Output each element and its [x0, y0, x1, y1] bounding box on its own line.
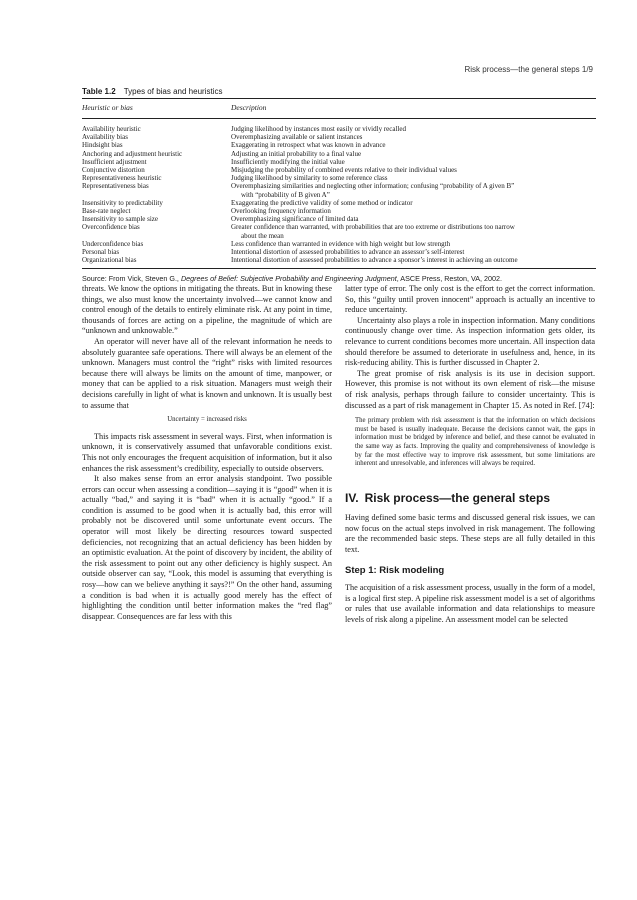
table-cell-term: Overconfidence bias: [82, 223, 140, 232]
description-line: Exaggerating in retrospect what was known in advance: [231, 141, 386, 150]
left-paragraph-4: It also makes sense from an error analysis standpoint. Two possible errors can occur when assessing a condition—saying it is “good” when it is actually “bad,” and saying it is “bad” when it is actually “good.” If a condition is assumed to be good when it is actually bad, this error will probably not be discovered until some unfortunate event occurs. The operator will most likely be directing resources toward suspected deficiencies, not recognizing that an actual deficiency has been hidden by an optimistic evaluation. At the point of discovery by incident, the ability of the risk assessment to point out any other deficiency is highly suspect. An outside observer can say, “Look, this model is assuming that everything is rosy—how can we believe anything it says?!” On the other hand, assuming a condition is bad when it is actually good merely has the effect of highlighting the condition until better information makes the “red flag” disappear. Consequences are far less with this: [82, 474, 332, 621]
description-line: Exaggerating the predictive validity of some method or indicator: [231, 198, 413, 207]
table-cell-term: Representativeness heuristic: [82, 174, 162, 183]
section-title: Risk process—the general steps: [364, 490, 550, 505]
table-cell-description: [231, 240, 591, 248]
table-source-title: Degrees of Belief: Subjective Probability and Engineering Judgment: [180, 274, 397, 283]
table-row: [82, 174, 596, 182]
table-cell-description: [231, 158, 591, 166]
right-paragraph-5: The acquisition of a risk assessment process, usually in the form of a model, is a logical first step. A pipeline risk assessment model is a set of algorithms or rules that use available information and data relationships to measure levels of risk along a pipeline. An assessment model can be selected: [345, 583, 595, 625]
table-cell-description: [231, 125, 591, 133]
table-row: [82, 182, 596, 198]
right-paragraph-1: latter type of error. The only cost is the effort to get the correct information. So, this “guilty until proven innocent” approach is actually an incentive to reduce uncertainty.: [345, 284, 595, 315]
left-paragraph-1: threats. We know the options in mitigating the threats. But in knowing these things, we also must know the uncertainty involved—we cannot know and control enough of the details to entirely eliminate risk. At any point in time, thousands of forces are acting on a pipeline, the magnitude of which are “unknown and unknowable.”: [82, 284, 332, 336]
table-cell-term: Hindsight bias: [82, 141, 123, 150]
table-top-rule: [82, 98, 596, 99]
table-cell-description: [231, 215, 591, 223]
table-cell-term: Insensitivity to predictability: [82, 198, 163, 207]
table-body: [82, 125, 596, 264]
right-column: [345, 284, 595, 626]
table-label: Table 1.2: [82, 87, 116, 96]
table-title: Types of bias and heuristics: [123, 87, 223, 96]
uncertainty-equation: Uncertainty = increased risks: [167, 416, 247, 424]
right-paragraph-2: Uncertainty also plays a role in inspection information. Many conditions continuously change over time. As inspection information gets older, its relevance to current conditions becomes more uncertain. All inspection data should therefore be assumed to deteriorate in usefulness and, hence, in its risk-reducing ability. This is further discussed in Chapter 2.: [345, 315, 595, 368]
running-head: Risk process—the general steps 1/9: [464, 65, 593, 74]
table-row: [82, 141, 596, 149]
table-cell-term: Anchoring and adjustment heuristic: [82, 149, 183, 158]
description-line: Judging likelihood by similarity to some reference class: [231, 174, 388, 183]
table-cell-description: [231, 248, 591, 256]
description-line: Intentional distortion of assessed probabilities to advance a sponsor’s interest in achieving an outcome: [231, 256, 518, 265]
table-cell-description: [231, 182, 591, 198]
right-paragraph-4: Having defined some basic terms and discussed general risk issues, we can now focus on the actual steps involved in risk management. The following are the recommended basic steps. These steps are all fully detailed in this text.: [345, 513, 595, 555]
table-header-col2: Description: [231, 103, 267, 112]
table-cell-term: Availability heuristic: [82, 125, 141, 133]
table-row: [82, 215, 596, 223]
table-cell-description: [231, 207, 591, 215]
left-paragraph-3: This impacts risk assessment in several ways. First, when information is unknown, it is conservatively assumed that unfavorable conditions exist. This not only encourages the frequent acquisition of information, but it also enhances the risk assessment’s credibility, especially to outside observers.: [82, 431, 332, 473]
section-number: IV.: [345, 490, 359, 505]
description-line: Overemphasizing available or salient instances: [231, 133, 363, 142]
step-heading: Step 1: Risk modeling: [345, 564, 445, 576]
table-row: [82, 248, 596, 256]
table-cell-description: [231, 223, 591, 239]
description-line: Judging likelihood by instances most easily or vividly recalled: [231, 125, 406, 133]
table-cell-description: [231, 150, 591, 158]
block-quote: The primary problem with risk assessment is that the information on which decisions must be based is usually inadequate. Because the decisions cannot wait, the gaps in information must be bridged by inference and belief, and these cannot be evaluated in the same way as facts. Improving the quality and comprehensiveness of knowledge is by far the most effective way to improve risk assessment, but some limitations are inherent and unresolvable, and inferences will always be required.: [355, 417, 595, 468]
table-cell-description: [231, 141, 591, 149]
table-row: [82, 166, 596, 174]
table-cell-term: Insensitivity to sample size: [82, 215, 159, 224]
description-line: Overemphasizing similarities and neglecting other information; confusing “probability of A given B”: [231, 182, 515, 191]
table-cell-term: Representativeness bias: [82, 182, 149, 191]
table-cell-term: Conjunctive distortion: [82, 166, 145, 175]
table-cell-description: [231, 199, 591, 207]
left-column: [82, 284, 332, 622]
table-row: [82, 125, 596, 133]
table-row: [82, 199, 596, 207]
section-heading: [345, 490, 595, 505]
table-source-prefix: Source: From Vick, Steven G.,: [82, 274, 181, 283]
table-cell-term: Organizational bias: [82, 256, 137, 265]
table-cell-term: Availability bias: [82, 133, 128, 142]
table-cell-term: Insufficient adjustment: [82, 157, 147, 166]
table-row: [82, 223, 596, 239]
table-caption: [82, 87, 222, 96]
table-source: [82, 274, 596, 283]
table-cell-term: Personal bias: [82, 248, 120, 257]
table-cell-term: Underconfidence bias: [82, 239, 144, 248]
description-line: with “probability of B given A”: [241, 190, 330, 199]
table-cell-description: [231, 166, 591, 174]
table-row: [82, 133, 596, 141]
table-cell-description: [231, 133, 591, 141]
description-line: Insufficiently modifying the initial value: [231, 157, 345, 166]
table-cell-description: [231, 174, 591, 182]
description-line: Less confidence than warranted in evidence with high weight but low strength: [231, 239, 451, 248]
right-paragraph-3: The great promise of risk analysis is its use in decision support. However, this promise is not without its own element of risk—the misuse of risk analysis, perhaps through failure to consider uncertainty. This is discussed as a part of risk management in Chapter 15. As noted in Ref. [74]:: [345, 368, 595, 410]
description-line: Overlooking frequency information: [231, 207, 331, 216]
table-row: [82, 240, 596, 248]
table-header-col1: Heuristic or bias: [82, 103, 133, 112]
description-line: about the mean: [241, 231, 284, 240]
table-bottom-rule: [82, 268, 596, 269]
description-line: Overemphasizing significance of limited data: [231, 215, 359, 224]
description-line: Greater confidence than warranted, with probabilities that are too extreme or distributions too narrow: [231, 223, 515, 232]
table-row: [82, 150, 596, 158]
table-header-rule: [82, 118, 596, 119]
left-paragraph-2: An operator will never have all of the relevant information he needs to absolutely guarantee safe operations. There will always be an element of the unknown. Managers must control the “right” risks with limited resources because there will always be limits on the amount of time, manpower, or money that can be applied to a risk situation. Managers must weigh their decisions carefully in light of what is known and unknown. It is usually best to assume that: [82, 336, 332, 410]
table-cell-description: [231, 256, 591, 264]
table-cell-term: Base-rate neglect: [82, 207, 131, 216]
table-row: [82, 158, 596, 166]
description-line: Intentional distortion of assessed probabilities to advance an assessor’s self-interest: [231, 248, 465, 257]
description-line: Adjusting an initial probability to a final value: [231, 149, 362, 158]
table-source-suffix: , ASCE Press, Reston, VA, 2002.: [396, 274, 503, 283]
description-line: Misjudging the probability of combined events relative to their individual values: [231, 166, 457, 175]
table-row: [82, 207, 596, 215]
table-row: [82, 256, 596, 264]
